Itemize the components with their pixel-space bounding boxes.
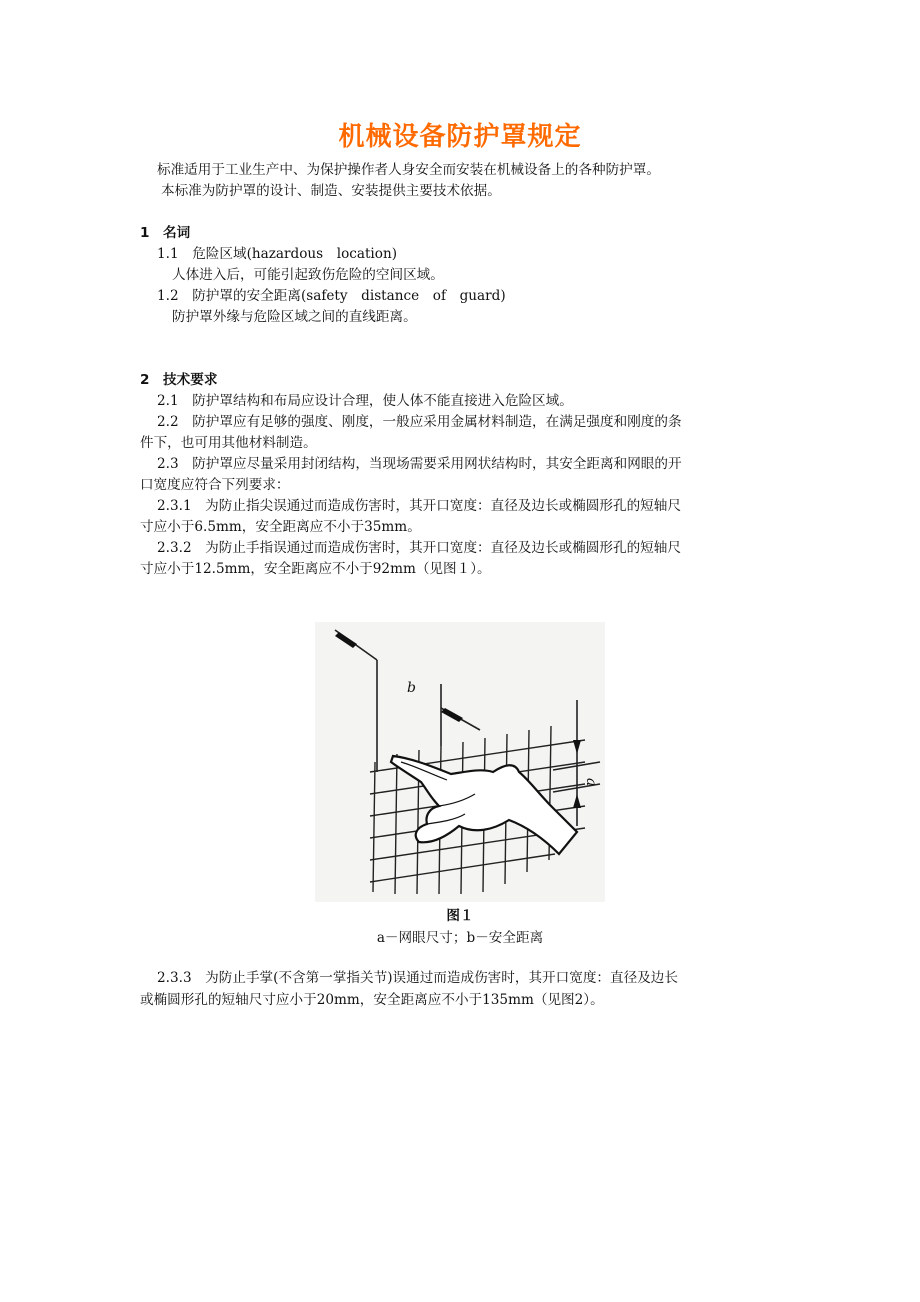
intro-line: 标准适用于工业生产中、为保护操作者人身安全而安装在机械设备上的各种防护罩。 (157, 162, 660, 178)
label-a: a (583, 778, 599, 787)
hand-through-mesh-drawing (315, 622, 605, 902)
definition-term: 1.2 防护罩的安全距离(safety distance of guard) (157, 288, 506, 304)
definition-text: 人体进入后，可能引起致伤危险的空间区域。 (172, 267, 444, 283)
paragraph-line: 2.2 防护罩应有足够的强度、刚度，一般应采用金属材料制造，在满足强度和刚度的条 (157, 414, 682, 430)
intro-line: 本标准为防护罩的设计、制造、安装提供主要技术依据。 (161, 183, 501, 199)
paragraph-line: 口宽度应符合下列要求： (140, 477, 290, 493)
figure-caption-legend: a－网眼尺寸；b－安全距离 (376, 930, 544, 946)
paragraph-line: 件下，也可用其他材料制造。 (140, 435, 317, 451)
figure-1-mesh-guard-illustration (315, 622, 605, 902)
arrowhead (573, 740, 581, 754)
paragraph-line: 寸应小于6.5mm，安全距离应不小于35mm。 (140, 519, 421, 535)
label-b: b (407, 680, 416, 696)
arrowhead (441, 708, 463, 722)
paragraph-line: 2.3.2 为防止手指误通过而造成伤害时，其开口宽度：直径及边长或椭圆形孔的短轴尺 (157, 540, 681, 556)
paragraph-line: 2.3 防护罩应尽量采用封闭结构，当现场需要采用网状结构时，其安全距离和网眼的开 (157, 456, 682, 472)
definition-term: 1.1 危险区域(hazardous location) (157, 246, 398, 262)
figure-caption-title: 图１ (446, 908, 474, 924)
paragraph-line: 寸应小于12.5mm，安全距离应不小于92mm（见图１）。 (140, 561, 491, 577)
page-title: 机械设备防护罩规定 (338, 122, 582, 152)
paragraph-line: 或椭圆形孔的短轴尺寸应小于20mm，安全距离应不小于135mm（见图2）。 (140, 992, 604, 1008)
arrowhead (573, 794, 581, 808)
section-heading: 1 名词 (140, 225, 191, 241)
paragraph-line: 2.1 防护罩结构和布局应设计合理，使人体不能直接进入危险区域。 (157, 393, 573, 409)
paragraph-line: 2.3.1 为防止指尖误通过而造成伤害时，其开口宽度：直径及边长或椭圆形孔的短轴尺 (157, 498, 681, 514)
paragraph-line: 2.3.3 为防止手掌(不含第一掌指关节)误通过而造成伤害时，其开口宽度：直径及边长 (157, 970, 678, 986)
definition-text: 防护罩外缘与危险区域之间的直线距离。 (172, 309, 417, 325)
arrowhead (335, 632, 357, 648)
section-heading: 2 技术要求 (140, 372, 218, 388)
